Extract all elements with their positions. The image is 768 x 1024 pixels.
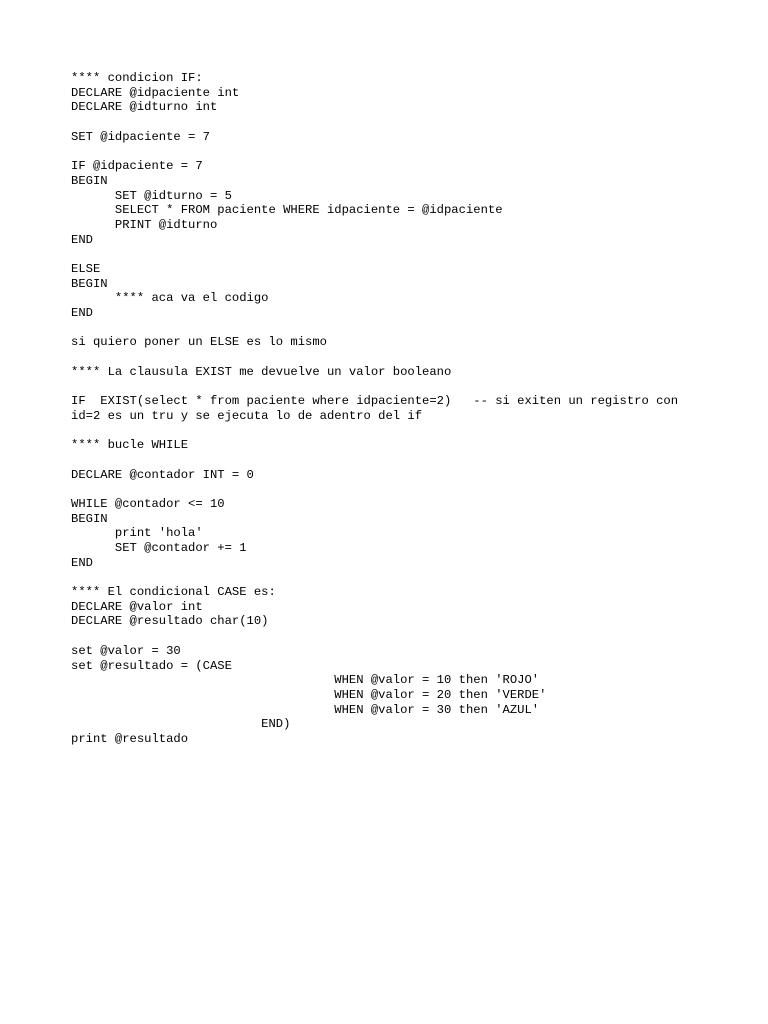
code-line: set @resultado = (CASE xyxy=(71,658,232,673)
code-line: PRINT @idturno xyxy=(71,217,218,232)
code-line: si quiero poner un ELSE es lo mismo xyxy=(71,335,327,350)
code-line xyxy=(71,453,751,468)
code-line xyxy=(71,350,751,365)
code-line: BEGIN xyxy=(71,173,108,188)
code-line: **** La clausula EXIST me devuelve un valor booleano xyxy=(71,364,452,379)
code-line: WHILE @contador <= 10 xyxy=(71,496,225,511)
code-line: id=2 es un tru y se ejecuta lo de adentro del if xyxy=(71,408,423,423)
code-line xyxy=(71,379,751,394)
code-line xyxy=(71,482,751,497)
code-line xyxy=(71,247,751,262)
code-line: IF @idpaciente = 7 xyxy=(71,159,203,174)
code-line: SELECT * FROM paciente WHERE idpaciente = @idpaciente xyxy=(71,203,503,218)
code-line: WHEN @valor = 20 then 'VERDE' xyxy=(71,687,547,702)
code-line: BEGIN xyxy=(71,511,108,526)
code-line: END xyxy=(71,306,93,320)
code-line xyxy=(71,570,751,585)
code-line: IF EXIST(select * from paciente where idpaciente=2) -- si exiten un registro con xyxy=(71,394,679,409)
code-line: **** condicion IF: xyxy=(71,71,203,85)
code-line: DECLARE @idturno int xyxy=(71,100,218,115)
code-line: SET @idturno = 5 xyxy=(71,188,232,203)
code-line: **** bucle WHILE xyxy=(71,438,189,453)
code-line: WHEN @valor = 30 then 'AZUL' xyxy=(71,702,540,717)
code-line: END xyxy=(71,555,93,570)
code-line: DECLARE @resultado char(10) xyxy=(71,614,269,629)
code-line xyxy=(71,144,751,159)
code-line: set @valor = 30 xyxy=(71,643,181,658)
code-line: END) xyxy=(71,717,291,732)
code-line xyxy=(71,321,751,336)
code-line xyxy=(71,424,751,439)
code-line: DECLARE @contador INT = 0 xyxy=(71,467,254,482)
code-line: END xyxy=(71,232,93,247)
code-text-block xyxy=(71,71,751,747)
code-line: BEGIN xyxy=(71,276,108,291)
code-line xyxy=(71,115,751,130)
code-line: print @resultado xyxy=(71,731,189,746)
code-line: DECLARE @idpaciente int xyxy=(71,85,240,100)
code-line: SET @idpaciente = 7 xyxy=(71,129,210,144)
code-line: print 'hola' xyxy=(71,526,203,541)
code-line: SET @contador += 1 xyxy=(71,541,247,555)
code-line: DECLARE @valor int xyxy=(71,599,203,614)
code-line: WHEN @valor = 10 then 'ROJO' xyxy=(71,673,540,688)
code-line: **** aca va el codigo xyxy=(71,291,269,306)
code-line xyxy=(71,629,751,644)
code-line: **** El condicional CASE es: xyxy=(71,585,276,600)
code-line: ELSE xyxy=(71,261,101,276)
